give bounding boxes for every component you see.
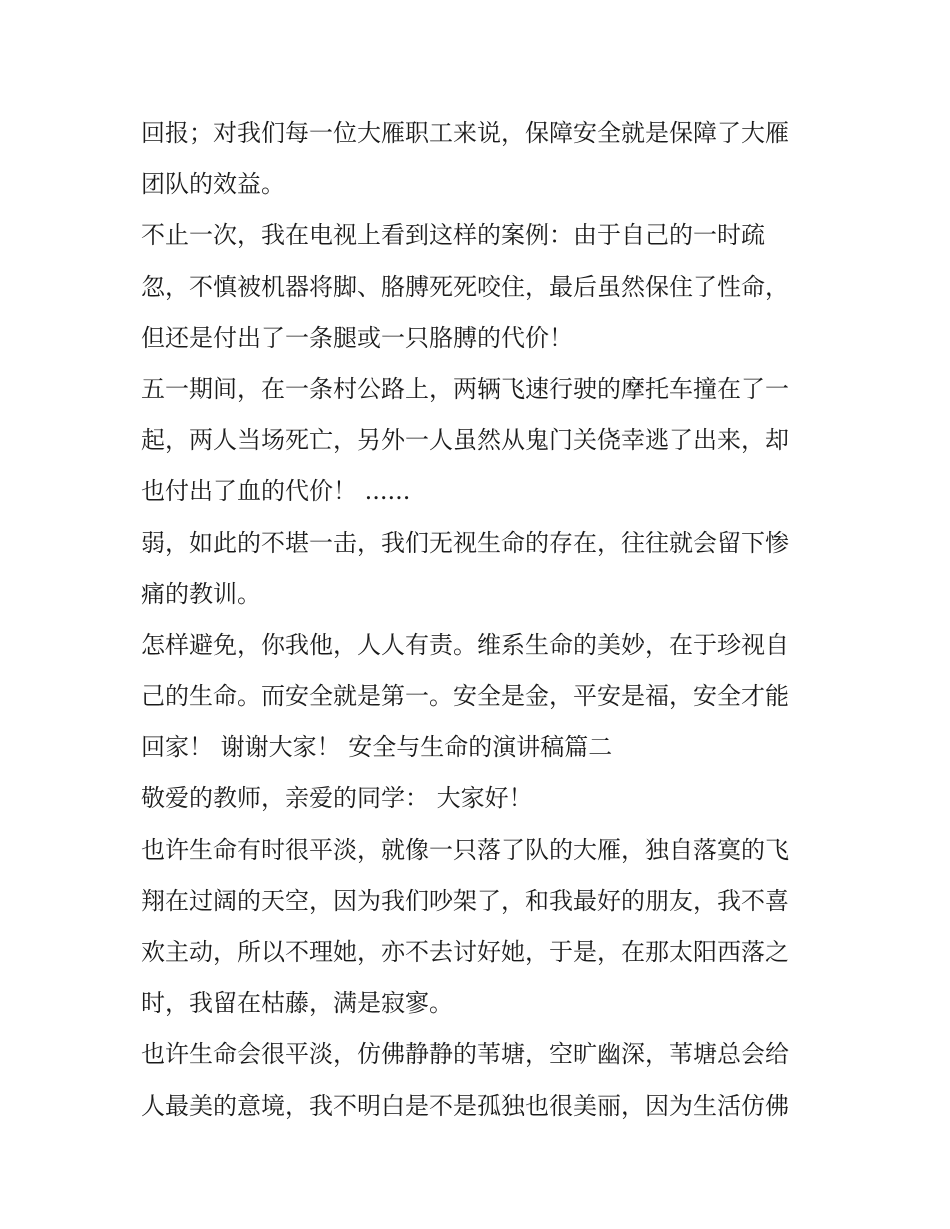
text-line: 回家！ 谢谢大家！ 安全与生命的演讲稿篇二 bbox=[141, 733, 613, 762]
text-line: 翔在过阔的天空，因为我们吵架了，和我最好的朋友，我不喜 bbox=[141, 886, 789, 915]
text-line: 欢主动，所以不理她，亦不去讨好她，于是，在那太阳西落之 bbox=[141, 938, 789, 966]
paragraph-6 bbox=[141, 773, 813, 824]
text-line: 回报；对我们每一位大雁职工来说，保障安全就是保障了大雁 bbox=[141, 119, 789, 147]
text-line: 起，两人当场死亡，另外一人虽然从鬼门关侥幸逃了出来，却 bbox=[141, 426, 789, 455]
paragraph-7 bbox=[141, 825, 813, 1030]
text-line: 痛的教训。 bbox=[141, 579, 261, 608]
paragraph-3 bbox=[141, 364, 813, 518]
text-line: 五一期间，在一条村公路上，两辆飞速行驶的摩托车撞在了一 bbox=[141, 374, 789, 403]
text-line: 也许生命有时很平淡，就像一只落了队的大雁，独自落寞的飞 bbox=[141, 835, 789, 864]
text-line: 团队的效益。 bbox=[141, 170, 285, 199]
text-line: 也付出了血的代价！ ...... bbox=[141, 477, 411, 506]
text-line: 弱，如此的不堪一击，我们无视生命的存在，往往就会留下惨 bbox=[141, 528, 789, 557]
text-line: 时，我留在枯藤，满是寂寥。 bbox=[141, 989, 453, 1018]
text-line: 敬爱的教师，亲爱的同学： 大家好！ bbox=[141, 784, 533, 813]
paragraph-4 bbox=[141, 518, 813, 620]
paragraph-8 bbox=[141, 1029, 813, 1131]
text-line: 也许生命会很平淡，仿佛静静的苇塘，空旷幽深，苇塘总会给 bbox=[141, 1040, 789, 1069]
text-line: 怎样避免，你我他，人人有责。维系生命的美妙，在于珍视自 bbox=[141, 630, 789, 659]
text-line: 但还是付出了一条腿或一只胳膊的代价！ bbox=[141, 323, 573, 352]
paragraph-2 bbox=[141, 210, 813, 364]
text-line: 忽，不慎被机器将脚、胳膊死死咬住，最后虽然保住了性命， bbox=[141, 272, 789, 301]
text-line: 人最美的意境，我不明白是不是孤独也很美丽，因为生活仿佛 bbox=[141, 1091, 789, 1120]
paragraph-5 bbox=[141, 620, 813, 774]
text-line: 己的生命。而安全就是第一。安全是金，平安是福，安全才能 bbox=[141, 682, 789, 711]
paragraph-1 bbox=[141, 108, 813, 210]
document-body bbox=[141, 108, 813, 1132]
text-line: 不止一次，我在电视上看到这样的案例：由于自己的一时疏 bbox=[141, 221, 765, 250]
